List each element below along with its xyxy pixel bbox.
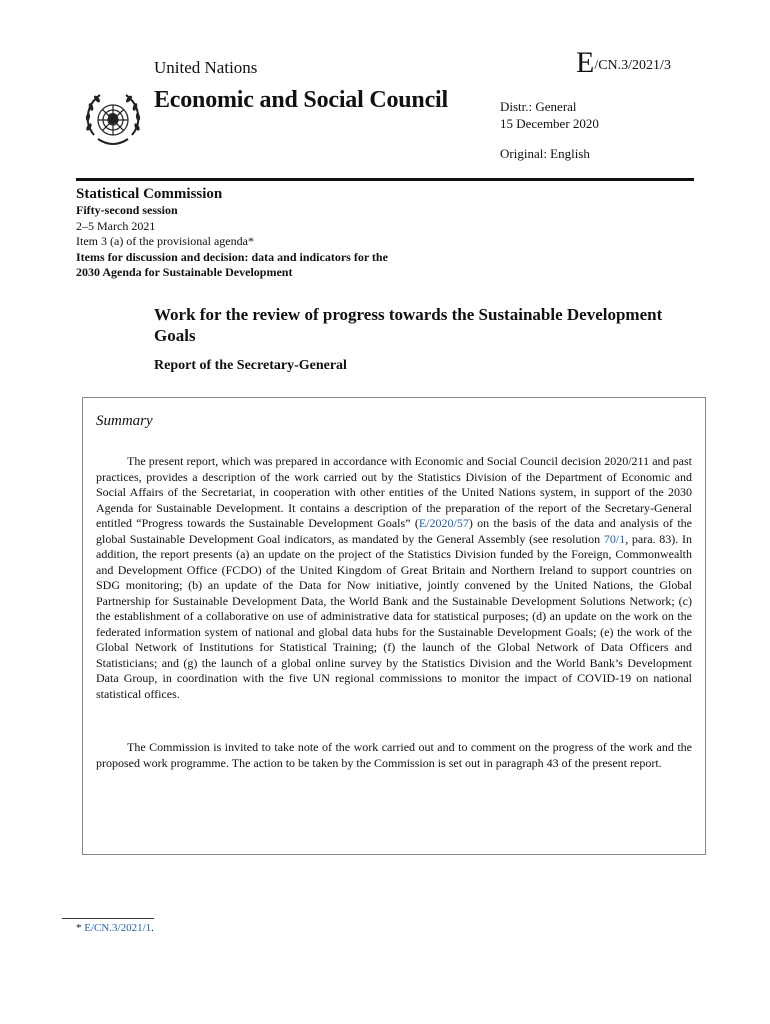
document-symbol: [576, 48, 671, 81]
footnote-link[interactable]: E/CN.3/2021/1: [84, 922, 152, 934]
council-name: Economic and Social Council: [154, 87, 448, 113]
document-subtitle: Report of the Secretary-General: [154, 358, 347, 373]
summary-text-part-1: The present report, which was prepared in accordance with Economic and Social Council decision 2020/211 and past practices, provides a description of the work carried out by the Statistics Division of the Department of Economic and Social Affairs of the Secretariat, in cooperation with other entities of the United Nations system, in support of the 2030 Agenda for Sustainable Development. It contains a description of the preparation of the report of the Secretary-General entitled “Progress towards the Sustainable Development Goals” (: [96, 454, 692, 530]
organization-name: United Nations: [154, 58, 258, 77]
footnote: [76, 922, 154, 934]
header-divider: [76, 178, 694, 181]
summary-text-part-3: , para. 83). In addition, the report presents (a) an update on the project of the Statistics Division funded by the Foreign, Commonwealth and Development Office (FCDO) of the United Kingdom of Great Britain and Northern Ireland to support countries on SDG monitoring; (b) an update of the Data for Now initiative, jointly convened by the United Nations, the Global Partnership for Sustainable Development Data, the World Bank and the Sustainable Development Solutions Network; (c) the establishment of a collaborative on use of administrative data for statistical purposes; (d) an update on the work on the federated information system of national and global data hubs for the Sustainable Development Goals; (e) the work of the Global Network of Institutions for Statistical Training; (f) the launch of the Global Network of Data Officers and Statisticians; and (g) the launch of a global online survey by the Statistics Division and the World Bank’s Development Data Group, in coordination with the five UN regional commissions to monitor the impact of COVID-19 on national statistical offices.: [96, 531, 692, 701]
agenda-item: Item 3 (a) of the provisional agenda*: [76, 234, 254, 248]
document-symbol-number: /CN.3/2021/3: [594, 58, 671, 73]
agenda-items-line-1: Items for discussion and decision: data and indicators for the: [76, 249, 388, 264]
document-symbol-prefix: E: [576, 46, 595, 79]
commission-name: Statistical Commission: [76, 186, 223, 202]
footnote-period: .: [151, 922, 154, 934]
document-title: Work for the review of progress towards the Sustainable Development Goals: [154, 305, 663, 345]
footnote-marker: *: [76, 922, 85, 934]
session-name: Fifty-second session: [76, 203, 178, 217]
document-date: 15 December 2020: [500, 116, 599, 131]
session-dates: 2–5 March 2021: [76, 218, 156, 233]
reference-link-e-2020-57[interactable]: E/2020/57: [418, 516, 469, 530]
session-info: [76, 203, 388, 281]
summary-paragraph-1: [96, 454, 692, 702]
distribution-info: [500, 98, 599, 132]
original-language: Original: English: [500, 146, 590, 161]
agenda-items-line-2: 2030 Agenda for Sustainable Development: [76, 265, 293, 279]
summary-heading: Summary: [96, 413, 153, 429]
un-emblem-icon: [78, 87, 148, 157]
footnote-divider: [62, 918, 154, 919]
summary-text-part-2: ) on the basis of the data and analysis of the global Sustainable Development Goal indicators, as mandated by the General Assembly (see resolution: [96, 516, 692, 546]
summary-paragraph-2: The Commission is invited to take note of the work carried out and to comment on the progress of the work and the proposed work programme. The action to be taken by the Commission is set out in paragraph 43 of the present report.: [96, 740, 692, 770]
distribution-type: Distr.: General: [500, 99, 577, 114]
reference-link-resolution-70-1[interactable]: 70/1: [603, 531, 626, 546]
